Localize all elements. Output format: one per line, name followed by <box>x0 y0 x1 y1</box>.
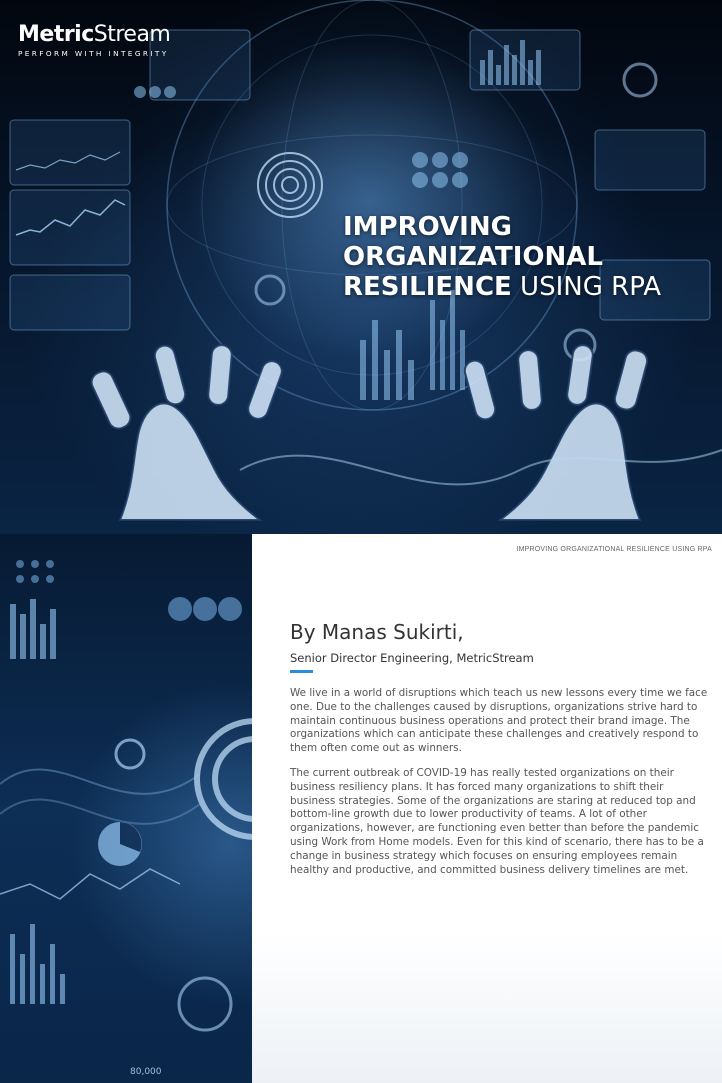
author-byline: By Manas Sukirti, <box>290 620 464 644</box>
body-paragraph: The current outbreak of COVID-19 has really tested organizations on their business resiliency plans. It has forced many organizations to shift their business strategies. Some of the organizations are staring at reduced top and bottom-line growth due to lower productivity of teams. A lot of other organizations, however, are functioning even better than before the pandemic using Work from Home models. Even for this kind of scenario, there has to be a change in business strategy which focuses on ensuring employees remain healthy and productive, and committed business delivery timelines are met. <box>290 767 704 876</box>
accent-rule <box>290 670 313 673</box>
logo-bold-text: Metric <box>18 22 94 47</box>
side-image <box>0 534 252 1083</box>
decorative-fade <box>252 933 722 1083</box>
side-illustration <box>0 534 252 1083</box>
author-role: Senior Director Engineering, MetricStream <box>290 651 534 665</box>
logo-tagline: PERFORM WITH INTEGRITY <box>18 49 169 58</box>
cover-title-line-1: IMPROVING <box>343 212 512 242</box>
cover-title <box>343 212 661 302</box>
metricstream-logo <box>18 22 170 58</box>
side-number-label: 80,000 <box>130 1067 162 1077</box>
logo-regular-text: Stream <box>93 22 171 47</box>
cover-image <box>0 0 722 534</box>
body-paragraph: We live in a world of disruptions which teach us new lessons every time we face one. Due to the challenges caused by disruptions, organizations strive hard to maintain continuous business operations and protect their brand image. The organizations which can anticipate these challenges and creatively respond to them often come out as winners. <box>290 687 708 755</box>
running-header: IMPROVING ORGANIZATIONAL RESILIENCE USING RPA <box>516 546 712 553</box>
article-page <box>252 534 722 1083</box>
cover-title-line-3-bold: RESILIENCE <box>343 272 512 302</box>
cover-title-line-2: ORGANIZATIONAL <box>343 242 603 272</box>
cover-title-line-3-regular: USING RPA <box>511 272 661 302</box>
